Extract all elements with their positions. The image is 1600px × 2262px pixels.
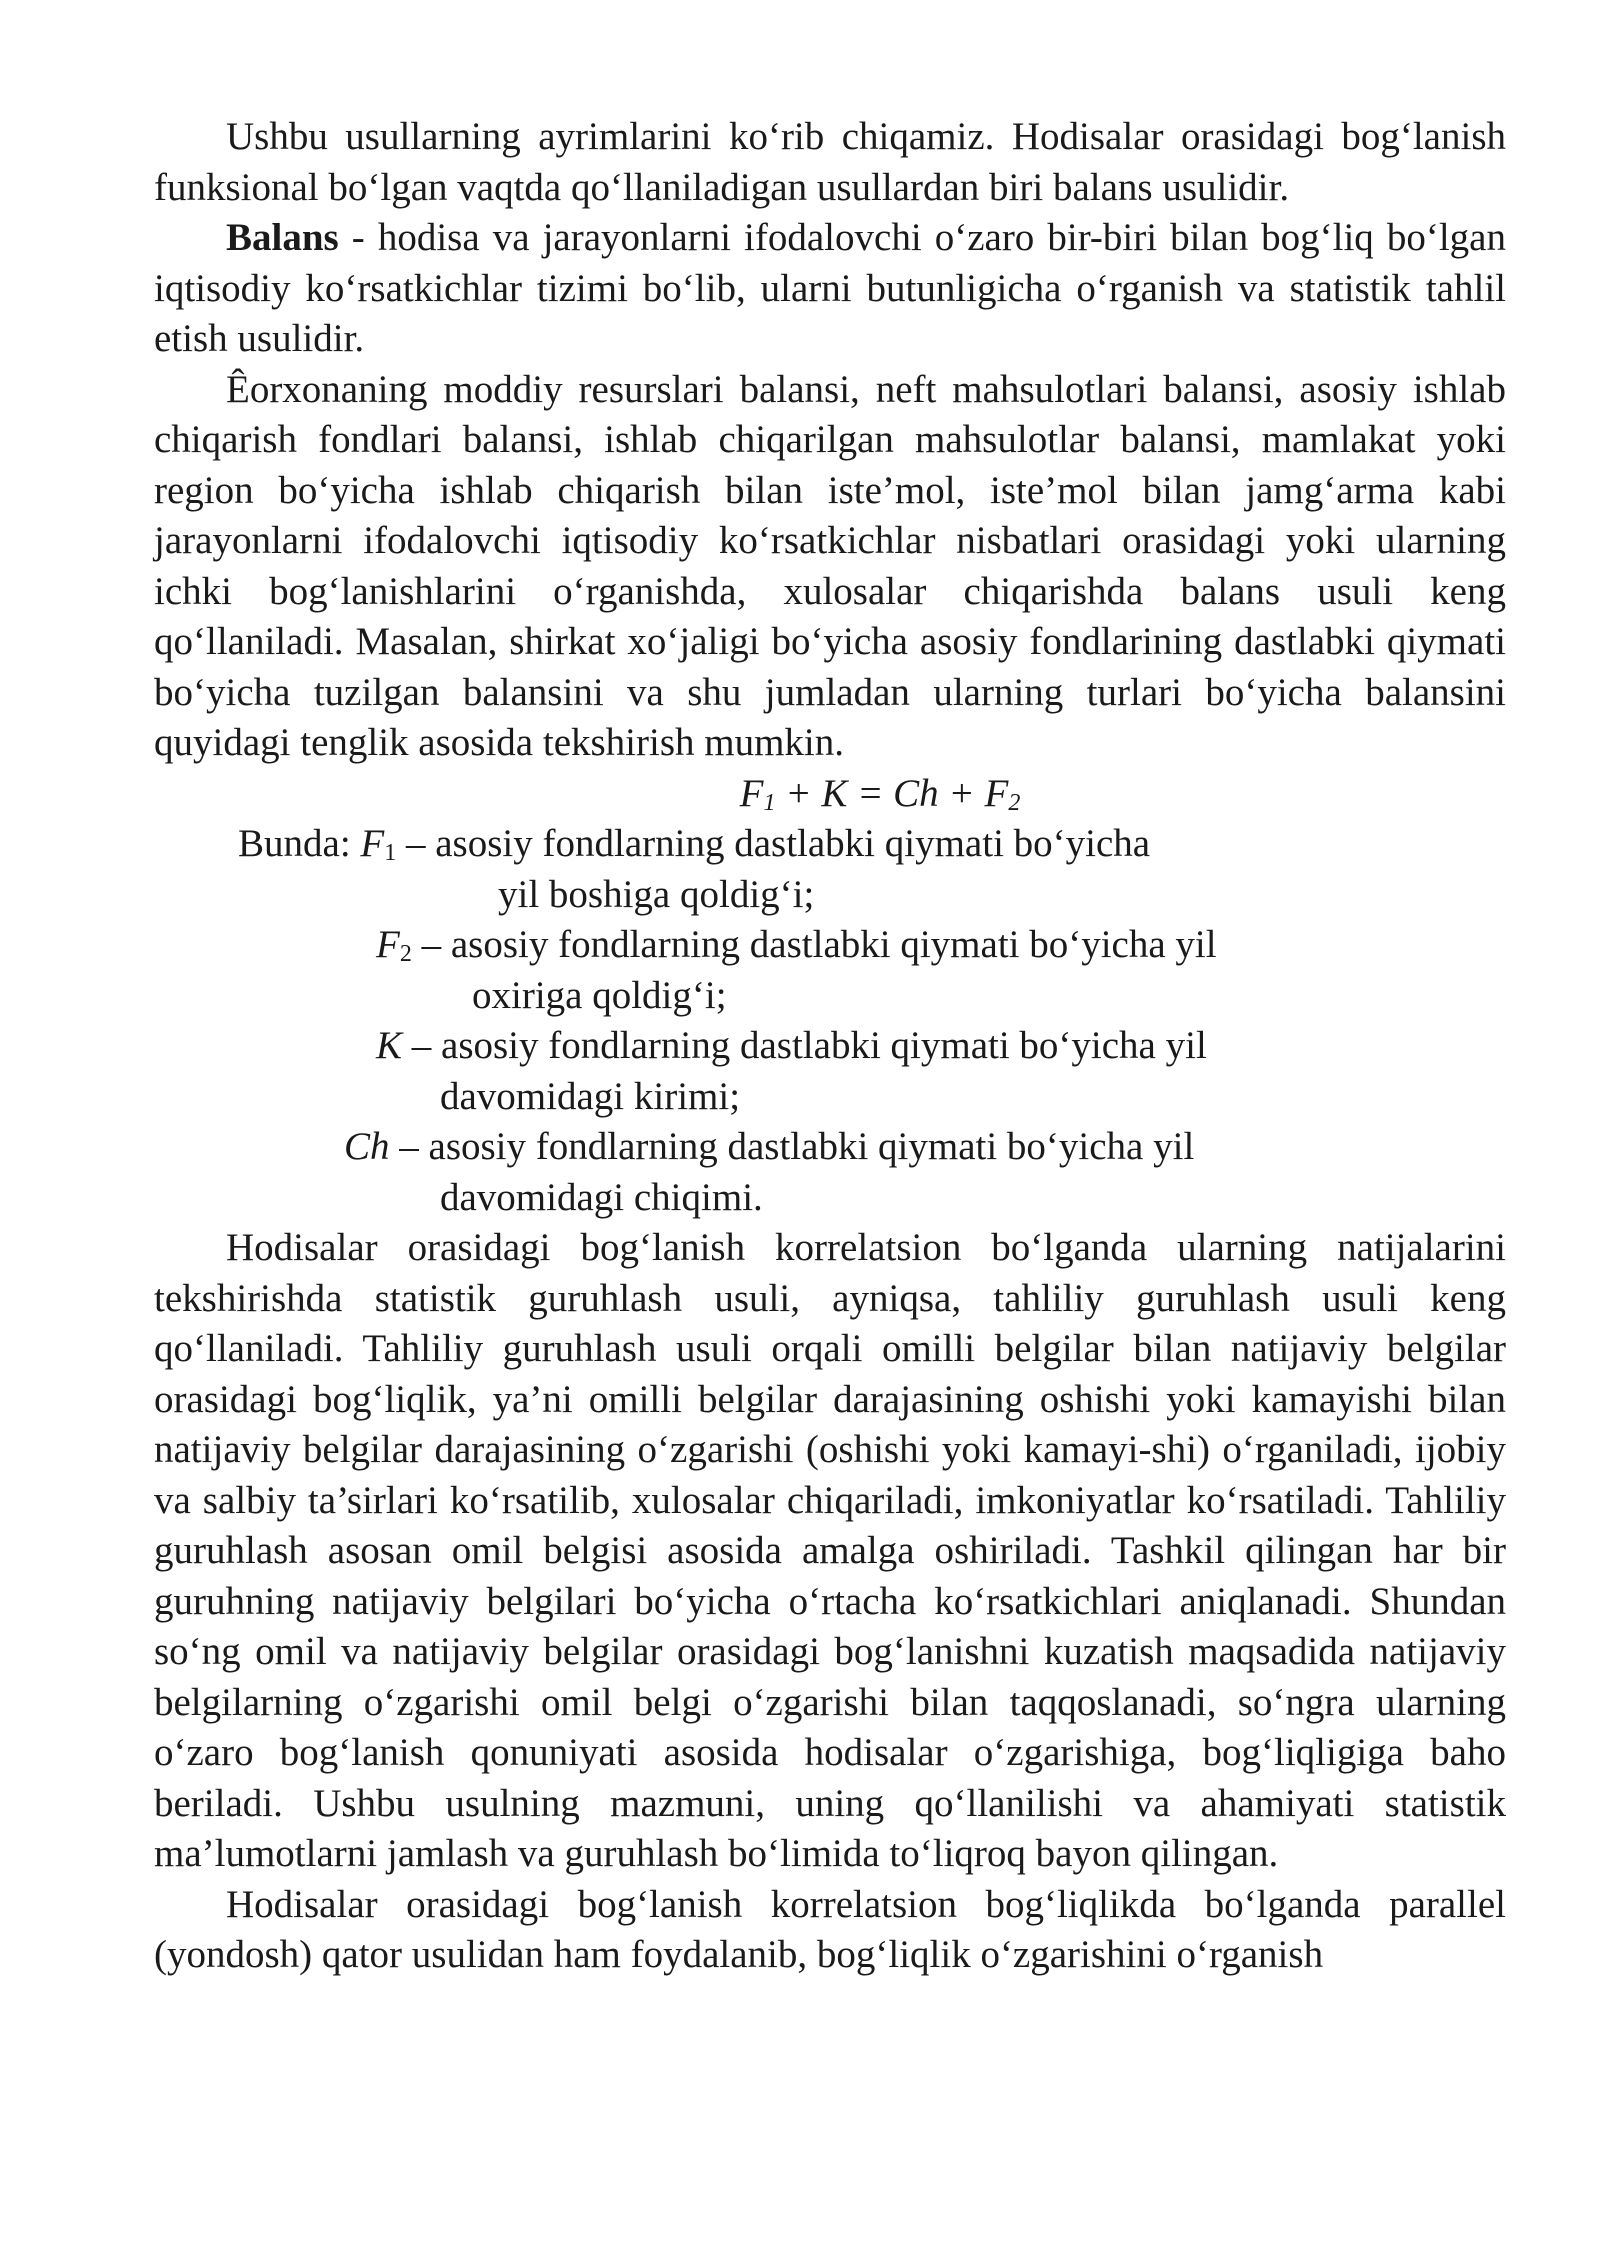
definition-intro: Bunda:	[238, 822, 361, 865]
definition-f1-sub: 1	[384, 840, 397, 866]
formula-definitions	[154, 819, 1506, 1223]
definition-k-line1: – asosiy fondlarning dastlabki qiymati bo‘yicha yil	[402, 1024, 1207, 1067]
definition-f1-line2: yil boshiga qoldig‘i;	[498, 872, 815, 916]
formula-f1: F	[739, 771, 764, 815]
definition-ch-symbol: Ch	[344, 1125, 390, 1168]
definition-f2-sub: 2	[399, 941, 412, 967]
paragraph-balans-definition	[154, 213, 1506, 365]
definition-k	[154, 1021, 1506, 1122]
definition-k-symbol: K	[376, 1024, 403, 1067]
definition-f1-symbol: F	[360, 822, 385, 865]
paragraph-intro: Ushbu usullarning ayrimlarini ko‘rib chiqamiz. Hodisalar orasidagi bog‘lanish funksional bo‘lgan vaqtda qo‘llaniladigan usullardan biri balans usulidir.	[154, 115, 1506, 209]
formula-f2: F	[984, 771, 1009, 815]
definition-ch-line2: davomidagi chiqimi.	[440, 1175, 763, 1219]
balance-formula	[154, 769, 1506, 820]
definition-f2-line1: – asosiy fondlarning dastlabki qiymati bo‘yicha yil	[411, 923, 1217, 966]
paragraph-grouping-method: Hodisalar orasidagi bog‘lanish korrelatsion bo‘lganda ularning natijalarini tekshirishda statistik guruhlash usuli, ayniqsa, tahliliy guruhlash usuli keng qo‘llaniladi. Tahliliy guruhlash usuli orqali omilli belgilar bilan natijaviy belgilar orasidagi bog‘liqlik, ya’ni omilli belgilar darajasining oshishi yoki kamayishi bilan natijaviy belgilar darajasining o‘zgarishi (oshishi yoki kamayi-shi) o‘rganiladi, ijobiy va salbiy ta’sirlari ko‘rsatilib, xulosalar chiqariladi, imkoniyatlar ko‘rsatiladi. Tahliliy guruhlash asosan omil belgisi asosida amalga oshiriladi. Tashkil qilingan har bir guruhning natijaviy belgilari bo‘yicha o‘rtacha ko‘rsatkichlari aniqlanadi. Shundan so‘ng omil va natijaviy belgilar orasidagi bog‘lanishni kuzatish maqsadida natijaviy belgilarning o‘zgarishi omil belgi o‘zgarishi bilan taqqoslanadi, so‘ngra ularning o‘zaro bog‘lanish qonuniyati asosida hodisalar o‘zgarishiga, bog‘liqligiga baho beriladi. Ushbu usulning mazmuni, uning qo‘llanilishi va ahamiyati statistik ma’lumotlarni jamlash va guruhlash bo‘limida to‘liqroq bayon qilingan.	[154, 1226, 1506, 1875]
balans-definition-text: - hodisa va jarayonlarni ifodalovchi o‘zaro bir-biri bilan bog‘liq bo‘lgan iqtisodiy ko‘rsatkichlar tizimi bo‘lib, ularni butunligicha o‘rganish va statistik tahlil etish usulidir.	[154, 216, 1506, 360]
definition-f2	[154, 920, 1506, 1021]
definition-f1	[154, 819, 1506, 920]
definition-k-line2: davomidagi kirimi;	[440, 1074, 741, 1118]
definition-f1-line1: – asosiy fondlarning dastlabki qiymati bo‘yicha	[396, 822, 1151, 865]
formula-middle: + K = Ch +	[775, 771, 985, 815]
paragraph-parallel-series: Hodisalar orasidagi bog‘lanish korrelatsion bog‘liqlikda bo‘lganda parallel (yondosh) qator usulidan ham foydalanib, bog‘liqlik o‘zgarishini o‘rganish	[154, 1882, 1506, 1976]
definition-ch	[154, 1122, 1506, 1223]
term-balans: Balans	[226, 216, 339, 259]
formula-sub2: 2	[1008, 789, 1021, 816]
formula-sub1: 1	[763, 789, 776, 816]
definition-f2-symbol: F	[376, 923, 400, 966]
definition-f2-line2: oxiriga qoldig‘i;	[472, 973, 727, 1017]
document-page	[154, 112, 1506, 1981]
definition-ch-line1: – asosiy fondlarning dastlabki qiymati bo‘yicha yil	[389, 1125, 1195, 1168]
paragraph-balans-usage: Êorxonaning moddiy resurslari balansi, neft mahsulotlari balansi, asosiy ishlab chiqarish fondlari balansi, ishlab chiqarilgan mahsulotlar balansi, mamlakat yoki region bo‘yicha ishlab chiqarish bilan iste’mol, iste’mol bilan jamg‘arma kabi jarayonlarni ifodalovchi iqtisodiy ko‘rsatkichlar nisbatlari orasidagi yoki ularning ichki bog‘lanishlarini o‘rganishda, xulosalar chiqarishda balans usuli keng qo‘llaniladi. Masalan, shirkat xo‘jaligi bo‘yicha asosiy fondlarining dastlabki qiymati bo‘yicha tuzilgan balansini va shu jumladan ularning turlari bo‘yicha balansini quyidagi tenglik asosida tekshirish mumkin.	[154, 367, 1506, 764]
